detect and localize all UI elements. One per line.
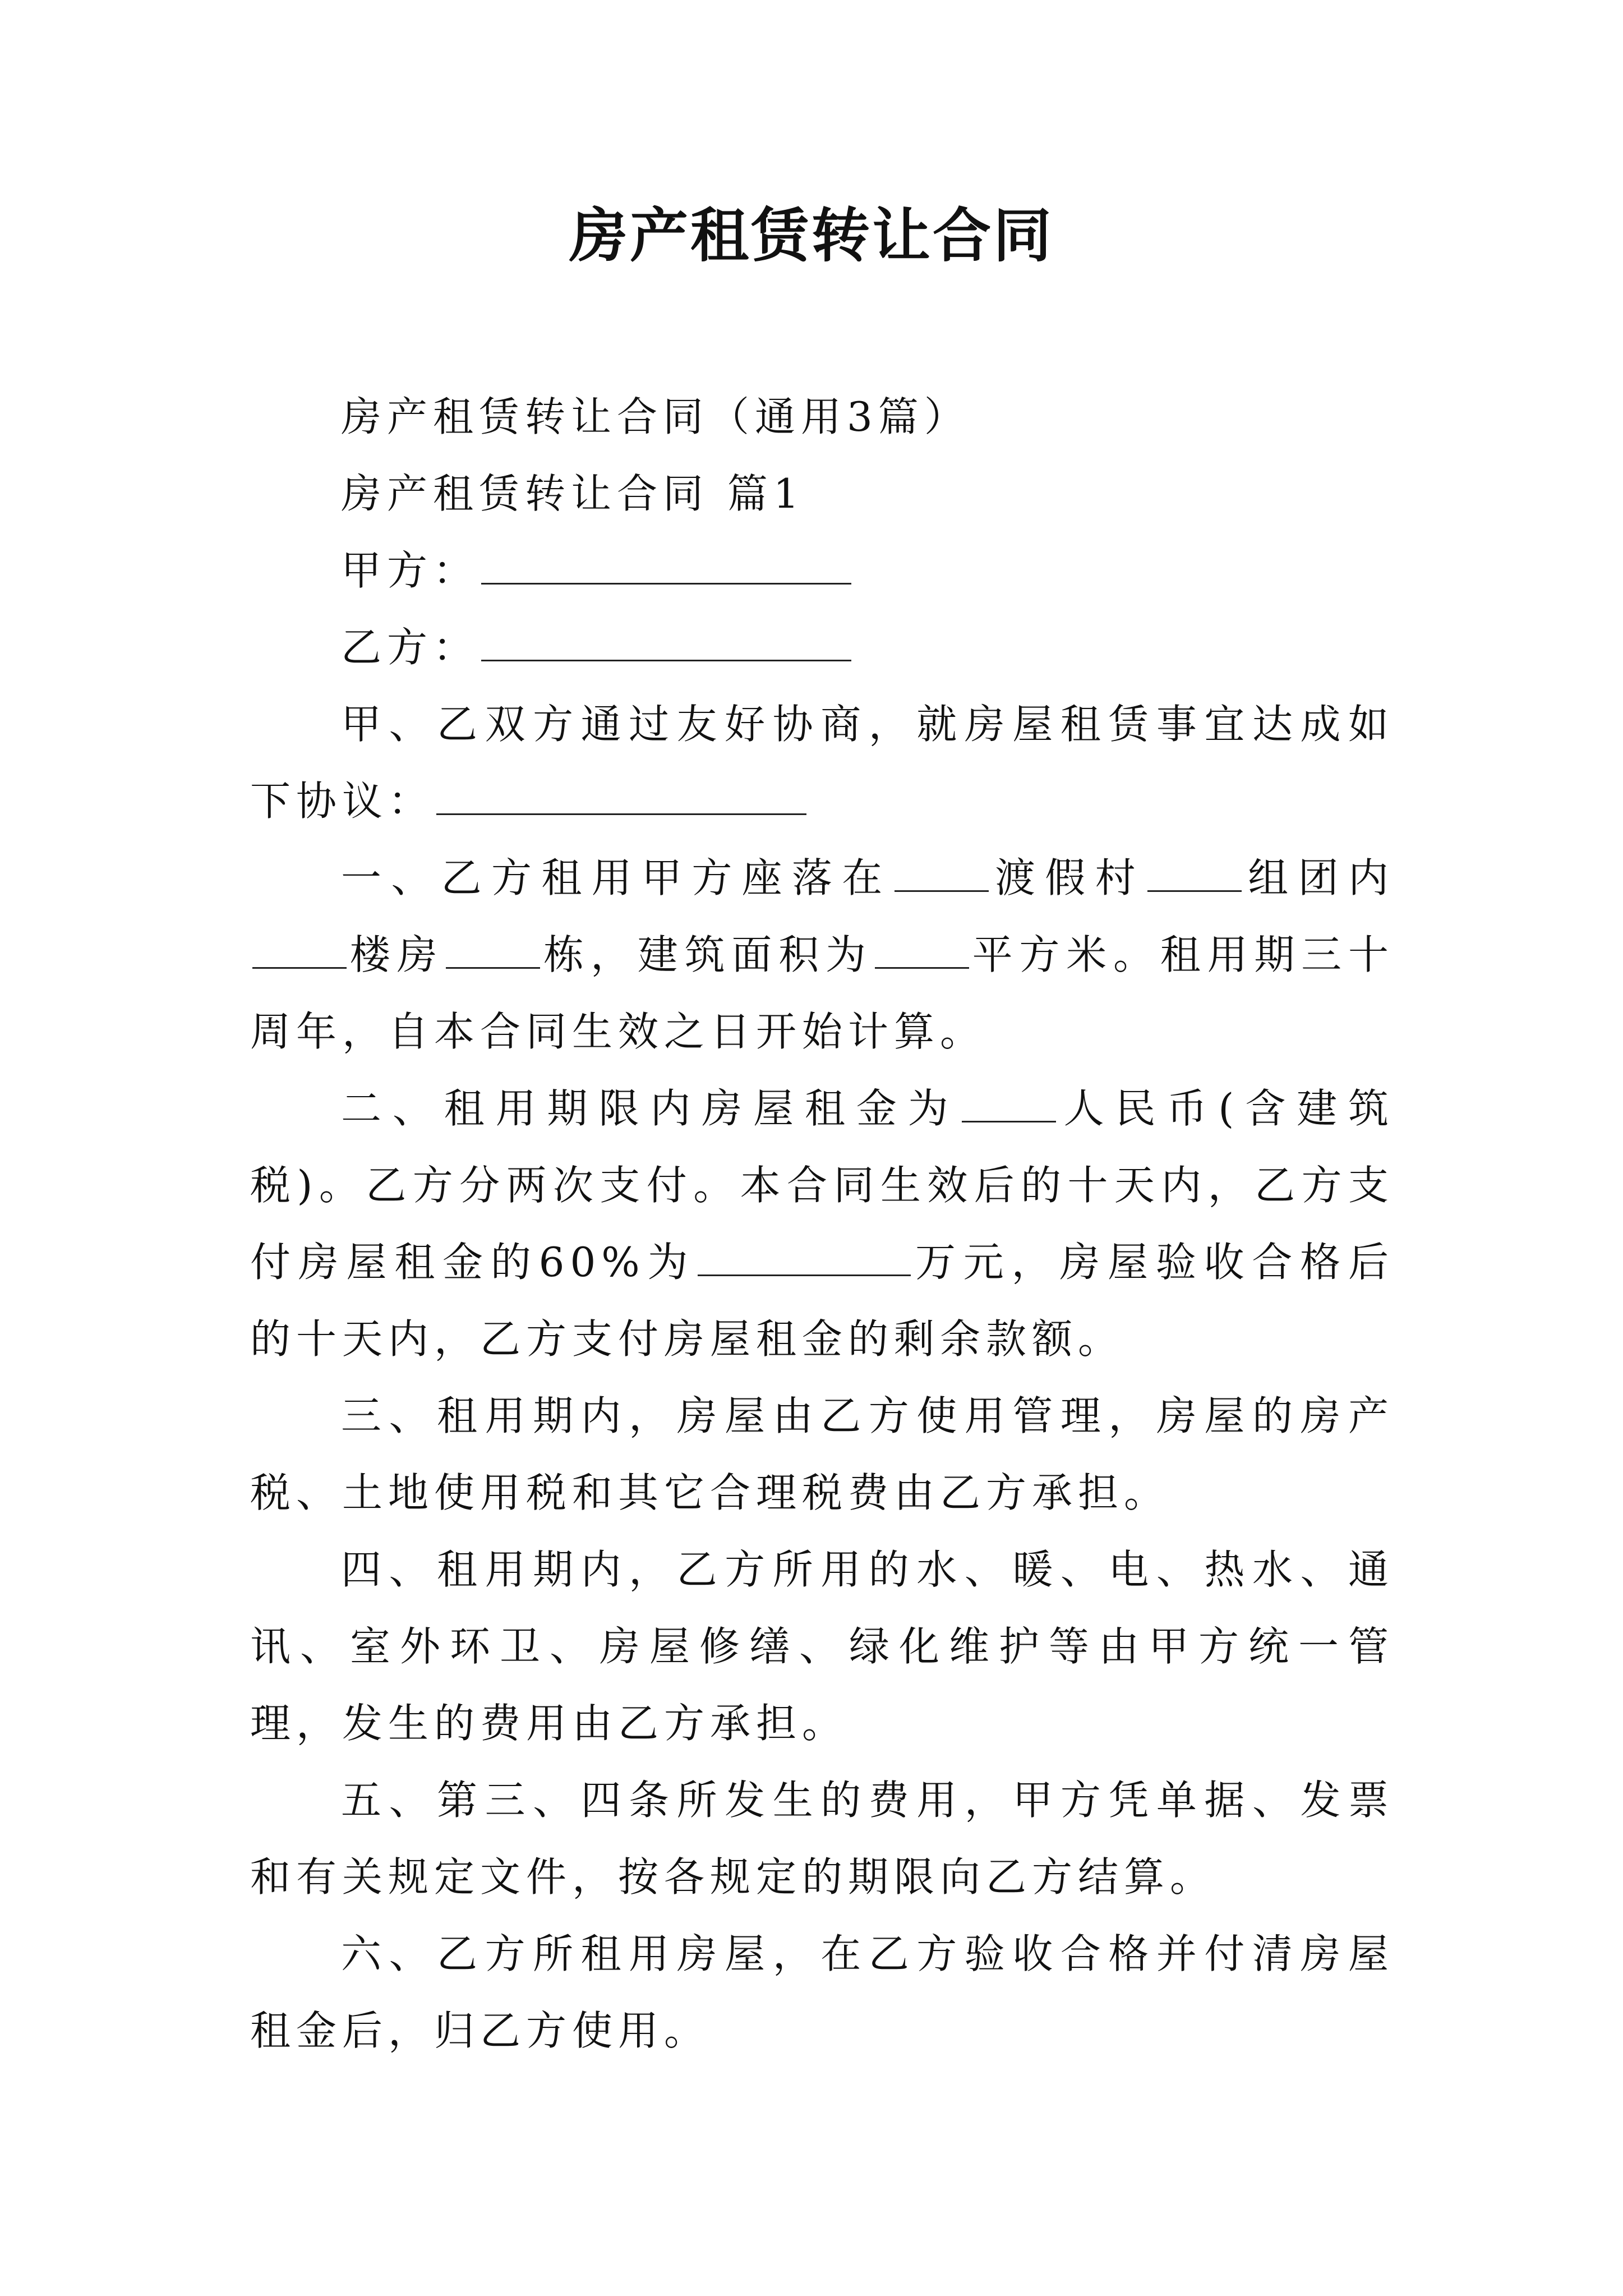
party-a-label: 甲方： xyxy=(341,547,479,594)
clause-2-blank-rent xyxy=(962,1083,1056,1122)
clause-1 xyxy=(250,840,1394,1070)
clause-2-part-1: 二、租用期限内房屋租金为 xyxy=(341,1085,960,1132)
clause-5 xyxy=(250,1762,1394,1916)
document-title: 房产租赁转让合同 xyxy=(569,201,1054,270)
clause-3-text: 三、租用期内，房屋由乙方使用管理，房屋的房产税、土地使用税和其它合理税费由乙方承担。 xyxy=(250,1392,1394,1516)
clause-1-part-6: 平方米。租用期三十周年，自本合同生效之日开始计算。 xyxy=(250,931,1394,1055)
clause-1-blank-village xyxy=(1147,852,1242,892)
party-b-blank xyxy=(481,622,851,661)
clause-1-part-5: 栋，建筑面积为 xyxy=(542,931,873,978)
clause-1-blank-building xyxy=(446,929,540,969)
intro-text: 甲、乙双方通过友好协商，就房屋租赁事宜达成如下协议： xyxy=(250,701,1394,825)
intro-blank xyxy=(436,775,806,815)
section-heading xyxy=(250,455,1394,532)
clause-1-blank-area xyxy=(875,929,969,969)
clause-4-text: 四、租用期内，乙方所用的水、暖、电、热水、通讯、室外环卫、房屋修缮、绿化维护等由甲方统一管理，发生的费用由乙方承担。 xyxy=(250,1546,1394,1747)
clause-6 xyxy=(250,1916,1394,2069)
clause-4 xyxy=(250,1531,1394,1762)
clause-1-blank-group xyxy=(252,929,347,969)
clause-1-part-2: 渡假村 xyxy=(990,854,1145,901)
party-b-line xyxy=(250,609,1394,686)
clause-2 xyxy=(250,1070,1394,1378)
clause-2-blank-amount xyxy=(698,1236,911,1276)
clause-6-text: 六、乙方所租用房屋，在乙方验收合格并付清房屋租金后，归乙方使用。 xyxy=(250,1930,1394,2054)
clause-1-part-3: 组团内 xyxy=(1243,854,1394,901)
clause-5-text: 五、第三、四条所发生的费用，甲方凭单据、发票和有关规定文件，按各规定的期限向乙方结算。 xyxy=(250,1777,1394,1901)
subtitle xyxy=(250,379,1394,455)
clause-2-part-3: 万元，房屋验收合格后的十天内，乙方支付房屋租金的剩余款额。 xyxy=(250,1239,1394,1363)
intro-paragraph xyxy=(250,686,1394,840)
clause-1-part-1: 一、乙方租用甲方座落在 xyxy=(341,854,892,901)
party-b-label: 乙方： xyxy=(341,624,479,671)
clause-2-part-2: 人民币(含建筑税)。乙方分两次支付。本合同生效后的十天内，乙方支付房屋租金的60%为 xyxy=(250,1085,1394,1286)
party-a-line xyxy=(250,532,1394,609)
party-a-blank xyxy=(481,545,851,585)
section-heading-text: 房产租赁转让合同 篇1 xyxy=(341,470,805,517)
document-body xyxy=(250,379,1394,2069)
clause-1-blank-location xyxy=(895,852,989,892)
clause-3 xyxy=(250,1378,1394,1531)
clause-1-part-4: 楼房 xyxy=(349,931,444,978)
subtitle-text: 房产租赁转让合同（通用3篇） xyxy=(341,393,970,440)
